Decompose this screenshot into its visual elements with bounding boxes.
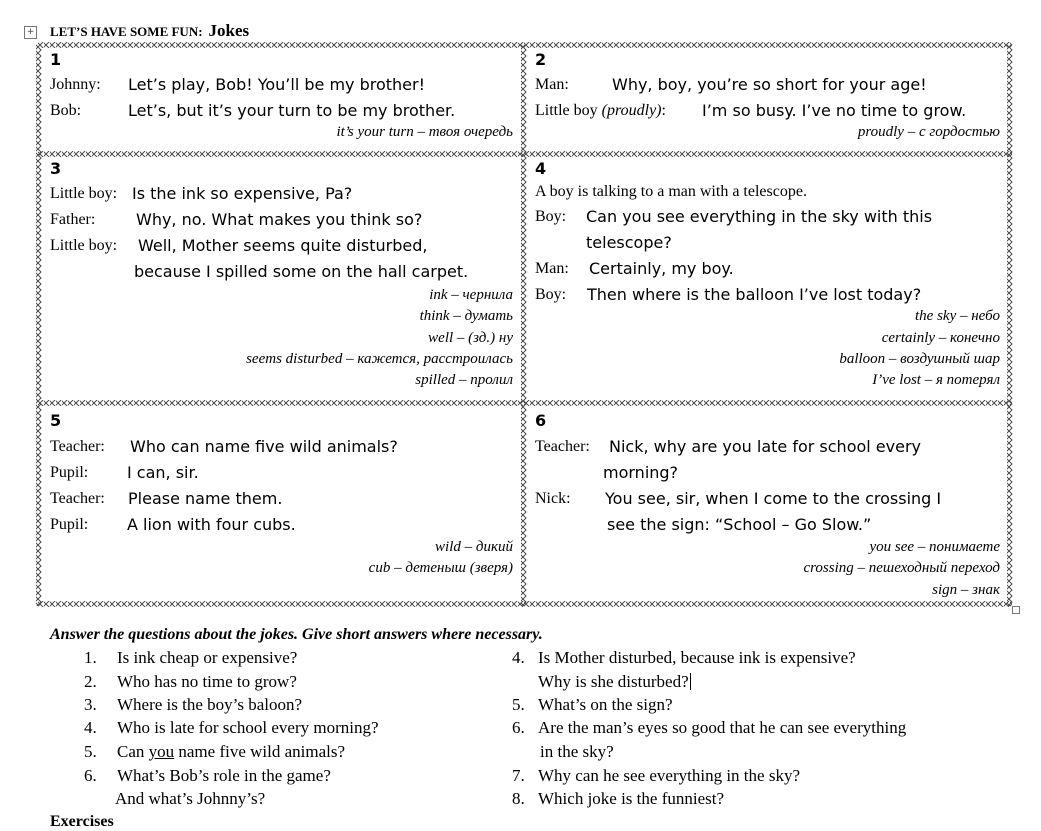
- speaker-label: Little boy:: [50, 185, 118, 202]
- question-text: Who has no time to grow?: [117, 672, 297, 691]
- question-text: Is ink cheap or expensive?: [117, 648, 298, 667]
- question-text: Who is late for school every morning?: [117, 718, 379, 737]
- speaker-label: Nick:: [535, 490, 571, 507]
- glossary-entry: spilled – пролил: [415, 372, 513, 388]
- speaker-label: Boy:: [535, 286, 567, 303]
- glossary-entry: proudly – с гордостью: [857, 124, 1000, 140]
- speaker-label: Man:: [535, 76, 569, 93]
- glossary-entry: balloon – воздушный шар: [839, 351, 1000, 367]
- dialogue-line: Let’s, but it’s your turn to be my brother.: [128, 101, 456, 120]
- speaker-label: Johnny:: [50, 76, 101, 93]
- joke-cell-1: [38, 44, 523, 153]
- table-move-handle[interactable]: +: [24, 26, 37, 39]
- dialogue-line: A lion with four cubs.: [127, 515, 296, 534]
- title-prefix: LET’S HAVE SOME FUN:: [50, 24, 203, 39]
- joke-cell-3: [38, 153, 523, 402]
- question-text: Why can he see everything in the sky?: [538, 766, 800, 785]
- text-cursor: [690, 673, 691, 690]
- joke-cell-2: [523, 44, 1010, 153]
- joke-number: 4: [535, 159, 547, 178]
- dialogue-line: Who can name five wild animals?: [130, 437, 398, 456]
- glossary-entry: seems disturbed – кажется, расстроилась: [246, 351, 513, 367]
- glossary-entry: certainly – конечно: [881, 330, 1000, 346]
- joke-cell-4: [523, 153, 1010, 402]
- joke-number: 3: [50, 159, 62, 178]
- glossary-entry: it’s your turn – твоя очередь: [336, 124, 513, 140]
- table-resize-handle[interactable]: [1012, 606, 1020, 614]
- speaker-label: Father:: [50, 211, 96, 228]
- joke-number: 6: [535, 411, 547, 430]
- glossary-entry: you see – понимаете: [869, 539, 1000, 555]
- question-text: Where is the boy’s baloon?: [117, 695, 303, 714]
- question-number: 3.: [84, 695, 97, 714]
- dialogue-line: Well, Mother seems quite disturbed,: [138, 236, 428, 255]
- dialogue-line: Let’s play, Bob! You’ll be my brother!: [128, 75, 426, 94]
- speaker-label: Teacher:: [535, 438, 590, 455]
- glossary-entry: sign – знак: [932, 582, 1000, 598]
- speaker-label: Little boy (proudly):: [535, 102, 666, 119]
- speaker-label: Man:: [535, 260, 569, 277]
- question-continuation: in the sky?: [540, 742, 614, 761]
- question-text: Can you name five wild animals?: [117, 742, 346, 761]
- dialogue-line: Why, no. What makes you think so?: [136, 210, 423, 229]
- speaker-label: Pupil:: [50, 516, 89, 533]
- speaker-label: Pupil:: [50, 464, 89, 481]
- glossary-entry: crossing – пешеходный переход: [803, 560, 1000, 576]
- dialogue-line: Is the ink so expensive, Pa?: [132, 184, 353, 203]
- joke-cell-5: [38, 402, 523, 603]
- question-continuation: Why is she disturbed?: [538, 672, 689, 691]
- question-text: Is Mother disturbed, because ink is expensive?: [538, 648, 856, 667]
- dialogue-continuation: because I spilled some on the hall carpet.: [134, 262, 469, 281]
- narration: A boy is talking to a man with a telescope.: [535, 183, 807, 200]
- question-number: 4.: [84, 718, 97, 737]
- dialogue-continuation: morning?: [603, 463, 679, 482]
- question-number: 2.: [84, 672, 97, 691]
- question-number: 5.: [84, 742, 97, 761]
- glossary-entry: I’ve lost – я потерял: [872, 372, 1000, 388]
- joke-number: 5: [50, 411, 62, 430]
- dialogue-line: Nick, why are you late for school every: [609, 437, 921, 456]
- question-text: What’s on the sign?: [538, 695, 673, 714]
- question-number: 6.: [84, 766, 97, 785]
- dialogue-line: Please name them.: [128, 489, 283, 508]
- speaker-note: (proudly): [601, 102, 662, 119]
- question-number: 7.: [512, 766, 525, 785]
- dialogue-line: You see, sir, when I come to the crossing I: [605, 489, 942, 508]
- dialogue-line: Then where is the balloon I’ve lost today?: [587, 285, 922, 304]
- title-main: Jokes: [208, 21, 250, 40]
- question-text: Which joke is the funniest?: [538, 789, 725, 808]
- glossary-entry: the sky – небо: [915, 308, 1000, 324]
- speaker-label: Little boy:: [50, 237, 118, 254]
- question-number: 8.: [512, 789, 525, 808]
- speaker-label: Teacher:: [50, 490, 105, 507]
- joke-number: 1: [50, 50, 62, 69]
- joke-number: 2: [535, 50, 547, 69]
- speaker-label: Teacher:: [50, 438, 105, 455]
- question-number: 6.: [512, 718, 525, 737]
- dialogue-continuation: see the sign: “School – Go Slow.”: [607, 515, 872, 534]
- question-text: Are the man’s eyes so good that he can see everything: [538, 718, 907, 737]
- question-number: 5.: [512, 695, 525, 714]
- dialogue-line: I’m so busy. I’ve no time to grow.: [702, 101, 967, 120]
- joke-cell-6: [523, 402, 1010, 603]
- dialogue-line: Why, boy, you’re so short for your age!: [612, 75, 927, 94]
- question-number: 4.: [512, 648, 525, 667]
- dialogue-line: I can, sir.: [127, 463, 199, 482]
- speaker-label: Bob:: [50, 102, 82, 119]
- glossary-entry: wild – дикий: [435, 539, 513, 555]
- dialogue-line: Can you see everything in the sky with this: [586, 207, 933, 226]
- underlined-word: you: [148, 742, 175, 761]
- page-title: [50, 21, 249, 41]
- next-section-heading: Exercises: [50, 813, 114, 830]
- glossary-entry: cub – детеныш (зверя): [368, 560, 513, 576]
- question-text: What’s Bob’s role in the game?: [117, 766, 331, 785]
- glossary-entry: ink – чернила: [429, 287, 513, 303]
- question-number: 1.: [84, 648, 97, 667]
- dialogue-line: Certainly, my boy.: [589, 259, 734, 278]
- question-continuation: And what’s Johnny’s?: [115, 789, 266, 808]
- jokes-table: [38, 44, 1012, 606]
- speaker-label: Boy:: [535, 208, 567, 225]
- questions-instruction: Answer the questions about the jokes. Give short answers where necessary.: [50, 626, 543, 643]
- dialogue-continuation: telescope?: [586, 233, 672, 252]
- glossary-entry: think – думать: [419, 308, 513, 324]
- glossary-entry: well – (зд.) ну: [428, 330, 513, 346]
